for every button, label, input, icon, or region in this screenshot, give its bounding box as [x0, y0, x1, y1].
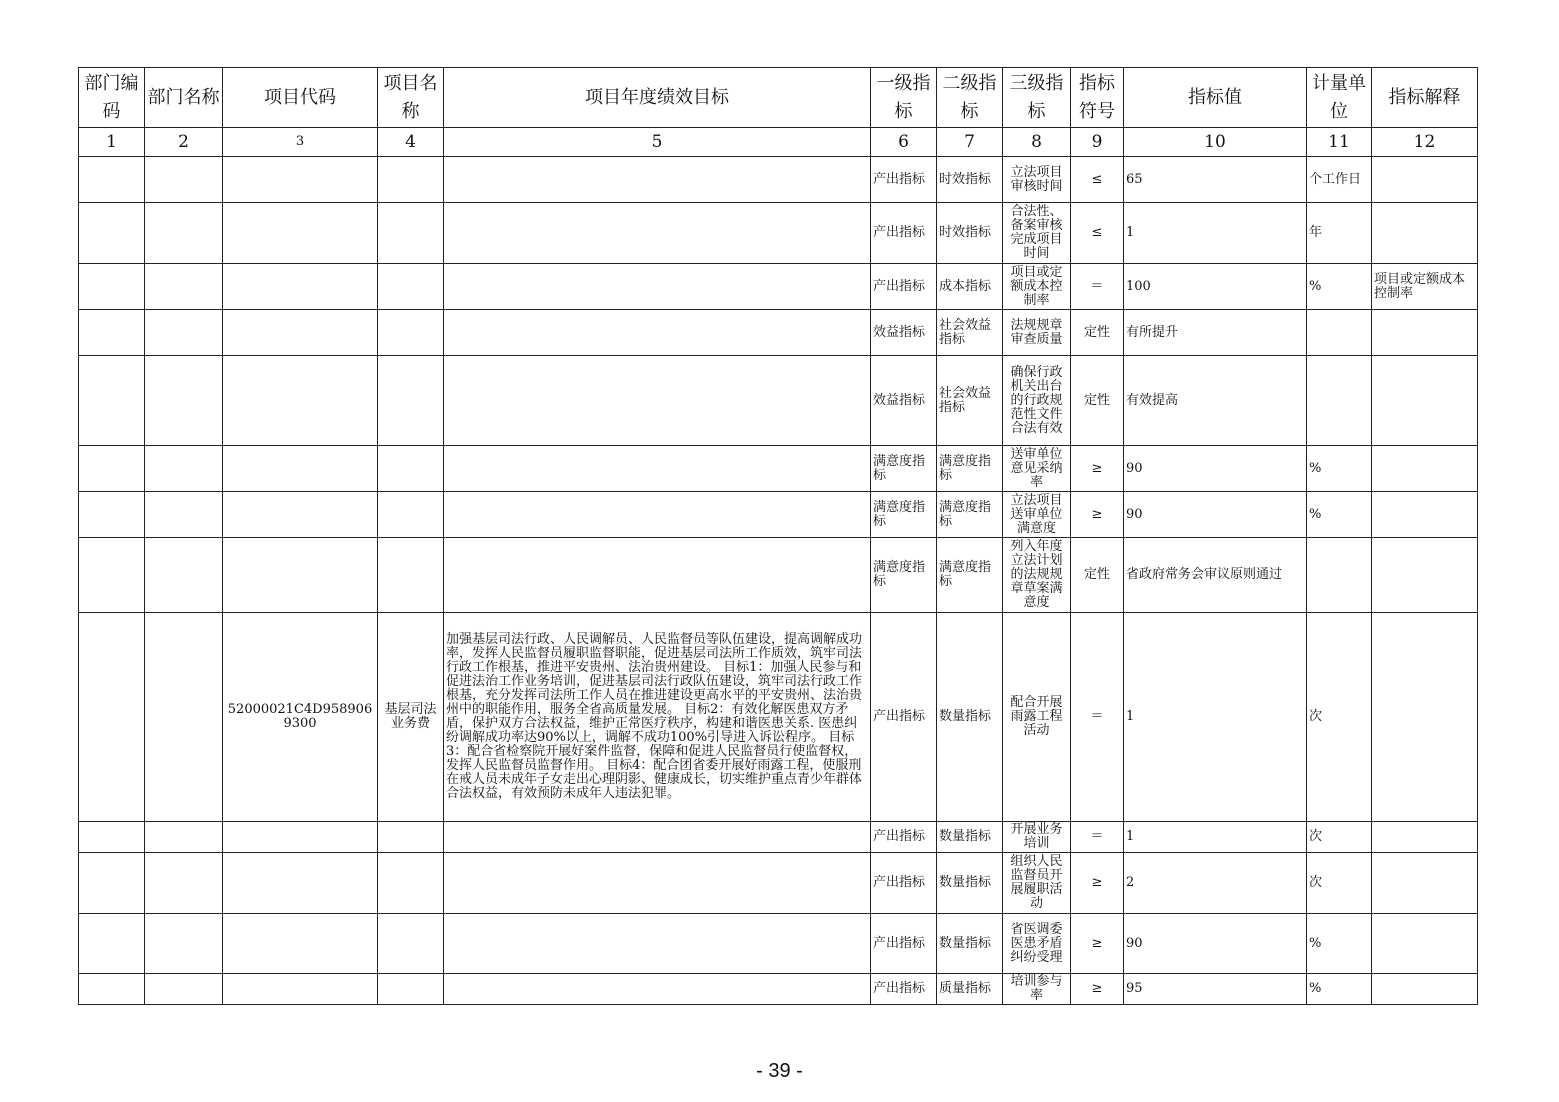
- level1-indicator: 产出指标: [871, 974, 937, 1005]
- project-name-cell: [378, 203, 444, 264]
- indicator-value: 1: [1124, 613, 1307, 822]
- level2-indicator: 社会效益指标: [937, 356, 1003, 446]
- header-cell: 项目代码: [223, 68, 378, 128]
- indicator-value: 1: [1124, 822, 1307, 853]
- level2-indicator: 成本指标: [937, 264, 1003, 310]
- dept-code-cell: [79, 203, 145, 264]
- project-code-cell: [223, 264, 378, 310]
- indicator-symbol: 定性: [1071, 310, 1124, 356]
- level3-indicator: 省医调委医患矛盾纠纷受理: [1003, 914, 1071, 974]
- indicator-symbol: ≥: [1071, 974, 1124, 1005]
- unit: %: [1307, 446, 1372, 492]
- dept-code-cell: [79, 613, 145, 822]
- project-code-cell: [223, 974, 378, 1005]
- level2-indicator: 社会效益指标: [937, 310, 1003, 356]
- project-code-cell: [223, 914, 378, 974]
- unit: [1307, 356, 1372, 446]
- explanation: 项目或定额成本控制率: [1372, 264, 1478, 310]
- indicator-value: 90: [1124, 914, 1307, 974]
- project-name-cell: 基层司法业务费: [378, 613, 444, 822]
- level2-indicator: 满意度指标: [937, 446, 1003, 492]
- dept-name-cell: [145, 492, 223, 538]
- indicator-value: 95: [1124, 974, 1307, 1005]
- dept-name-cell: [145, 264, 223, 310]
- level1-indicator: 产出指标: [871, 914, 937, 974]
- indicator-value: 有效提高: [1124, 356, 1307, 446]
- indicator-symbol: ≤: [1071, 157, 1124, 203]
- table-row: [79, 264, 1478, 310]
- dept-code-cell: [79, 310, 145, 356]
- header-cell: 二级指标: [937, 68, 1003, 128]
- column-number: 11: [1307, 128, 1372, 157]
- header-cell: 一级指标: [871, 68, 937, 128]
- indicator-value: 90: [1124, 492, 1307, 538]
- dept-code-cell: [79, 538, 145, 613]
- goal-cell: [444, 822, 871, 853]
- header-cell: 部门名称: [145, 68, 223, 128]
- goal-cell: [444, 492, 871, 538]
- header-cell: 计量单位: [1307, 68, 1372, 128]
- goal-cell: [444, 157, 871, 203]
- explanation: [1372, 853, 1478, 914]
- level3-indicator: 确保行政机关出台的行政规范性文件合法有效: [1003, 356, 1071, 446]
- dept-name-cell: [145, 853, 223, 914]
- header-cell: 指标符号: [1071, 68, 1124, 128]
- dept-name-cell: [145, 822, 223, 853]
- level1-indicator: 产出指标: [871, 613, 937, 822]
- goal-cell: [444, 264, 871, 310]
- indicator-symbol: ≥: [1071, 914, 1124, 974]
- goal-cell: [444, 203, 871, 264]
- project-code-cell: [223, 356, 378, 446]
- dept-name-cell: [145, 538, 223, 613]
- column-number: 1: [79, 128, 145, 157]
- level2-indicator: 数量指标: [937, 853, 1003, 914]
- goal-cell: [444, 914, 871, 974]
- project-name-cell: [378, 310, 444, 356]
- goal-cell: [444, 356, 871, 446]
- indicator-symbol: ＝: [1071, 613, 1124, 822]
- column-number: 10: [1124, 128, 1307, 157]
- indicator-symbol: ≥: [1071, 853, 1124, 914]
- dept-name-cell: [145, 356, 223, 446]
- project-code-cell: 52000021C4D9589069300: [223, 613, 378, 822]
- project-code-cell: [223, 538, 378, 613]
- unit: 次: [1307, 613, 1372, 822]
- indicator-value: 1: [1124, 203, 1307, 264]
- indicator-value: 有所提升: [1124, 310, 1307, 356]
- dept-name-cell: [145, 310, 223, 356]
- header-cell: 三级指标: [1003, 68, 1071, 128]
- dept-code-cell: [79, 492, 145, 538]
- indicator-symbol: ＝: [1071, 822, 1124, 853]
- project-name-cell: [378, 974, 444, 1005]
- unit: %: [1307, 264, 1372, 310]
- project-code-cell: [223, 446, 378, 492]
- project-name-cell: [378, 492, 444, 538]
- explanation: [1372, 538, 1478, 613]
- unit: 次: [1307, 853, 1372, 914]
- indicator-value: 省政府常务会审议原则通过: [1124, 538, 1307, 613]
- table-row: [79, 613, 1478, 822]
- indicator-symbol: 定性: [1071, 356, 1124, 446]
- dept-code-cell: [79, 356, 145, 446]
- explanation: [1372, 822, 1478, 853]
- level3-indicator: 列入年度立法计划的法规规章草案满意度: [1003, 538, 1071, 613]
- dept-code-cell: [79, 822, 145, 853]
- project-name-cell: [378, 157, 444, 203]
- page-number: - 39 -: [756, 1060, 803, 1082]
- indicator-symbol: ≥: [1071, 446, 1124, 492]
- dept-name-cell: [145, 613, 223, 822]
- level3-indicator: 立法项目审核时间: [1003, 157, 1071, 203]
- level1-indicator: 效益指标: [871, 310, 937, 356]
- goal-cell: [444, 446, 871, 492]
- column-number: 5: [444, 128, 871, 157]
- performance-table: [78, 67, 1478, 1005]
- table-row: [79, 538, 1478, 613]
- level2-indicator: 时效指标: [937, 203, 1003, 264]
- goal-cell: [444, 538, 871, 613]
- goal-cell: [444, 310, 871, 356]
- column-number: 9: [1071, 128, 1124, 157]
- goal-cell: [444, 853, 871, 914]
- project-name-cell: [378, 914, 444, 974]
- level2-indicator: 时效指标: [937, 157, 1003, 203]
- project-name-cell: [378, 264, 444, 310]
- unit: 个工作日: [1307, 157, 1372, 203]
- project-name-cell: [378, 356, 444, 446]
- level1-indicator: 产出指标: [871, 203, 937, 264]
- column-number: 8: [1003, 128, 1071, 157]
- dept-name-cell: [145, 974, 223, 1005]
- explanation: [1372, 914, 1478, 974]
- level2-indicator: 数量指标: [937, 822, 1003, 853]
- project-code-cell: [223, 310, 378, 356]
- column-number: 12: [1372, 128, 1478, 157]
- indicator-value: 2: [1124, 853, 1307, 914]
- header-cell: 项目年度绩效目标: [444, 68, 871, 128]
- level3-indicator: 合法性、备案审核完成项目时间: [1003, 203, 1071, 264]
- explanation: [1372, 446, 1478, 492]
- header-cell: 指标解释: [1372, 68, 1478, 128]
- unit: [1307, 310, 1372, 356]
- column-number: 3: [223, 128, 378, 157]
- project-code-cell: [223, 853, 378, 914]
- dept-name-cell: [145, 446, 223, 492]
- level2-indicator: 数量指标: [937, 914, 1003, 974]
- table-row: [79, 492, 1478, 538]
- header-cell: 指标值: [1124, 68, 1307, 128]
- explanation: [1372, 492, 1478, 538]
- level3-indicator: 开展业务培训: [1003, 822, 1071, 853]
- table-row: [79, 822, 1478, 853]
- project-name-cell: [378, 853, 444, 914]
- project-code-cell: [223, 822, 378, 853]
- indicator-value: 100: [1124, 264, 1307, 310]
- level1-indicator: 产出指标: [871, 264, 937, 310]
- header-cell: 部门编码: [79, 68, 145, 128]
- indicator-symbol: ＝: [1071, 264, 1124, 310]
- dept-code-cell: [79, 914, 145, 974]
- indicator-value: 90: [1124, 446, 1307, 492]
- level2-indicator: 满意度指标: [937, 492, 1003, 538]
- table-row: [79, 446, 1478, 492]
- level3-indicator: 培训参与率: [1003, 974, 1071, 1005]
- dept-code-cell: [79, 446, 145, 492]
- level3-indicator: 送审单位意见采纳率: [1003, 446, 1071, 492]
- explanation: [1372, 974, 1478, 1005]
- indicator-symbol: ≥: [1071, 492, 1124, 538]
- level1-indicator: 产出指标: [871, 157, 937, 203]
- dept-code-cell: [79, 853, 145, 914]
- unit: 年: [1307, 203, 1372, 264]
- column-number: 2: [145, 128, 223, 157]
- dept-code-cell: [79, 974, 145, 1005]
- level3-indicator: 立法项目送审单位满意度: [1003, 492, 1071, 538]
- table-row: [79, 157, 1478, 203]
- level1-indicator: 产出指标: [871, 853, 937, 914]
- column-number: 7: [937, 128, 1003, 157]
- level2-indicator: 满意度指标: [937, 538, 1003, 613]
- dept-name-cell: [145, 914, 223, 974]
- level2-indicator: 质量指标: [937, 974, 1003, 1005]
- table-row: [79, 356, 1478, 446]
- column-number: 6: [871, 128, 937, 157]
- table-row: [79, 974, 1478, 1005]
- dept-name-cell: [145, 157, 223, 203]
- column-number: 4: [378, 128, 444, 157]
- level3-indicator: 法规规章审查质量: [1003, 310, 1071, 356]
- goal-cell: [444, 974, 871, 1005]
- table-row: [79, 853, 1478, 914]
- explanation: [1372, 613, 1478, 822]
- level3-indicator: 配合开展雨露工程活动: [1003, 613, 1071, 822]
- explanation: [1372, 356, 1478, 446]
- indicator-symbol: ≤: [1071, 203, 1124, 264]
- level1-indicator: 效益指标: [871, 356, 937, 446]
- level3-indicator: 项目或定额成本控制率: [1003, 264, 1071, 310]
- unit: [1307, 538, 1372, 613]
- project-name-cell: [378, 446, 444, 492]
- header-cell: 项目名称: [378, 68, 444, 128]
- unit: %: [1307, 492, 1372, 538]
- indicator-symbol: 定性: [1071, 538, 1124, 613]
- dept-code-cell: [79, 264, 145, 310]
- column-number-row: [79, 128, 1478, 157]
- dept-code-cell: [79, 157, 145, 203]
- table-row: [79, 914, 1478, 974]
- level1-indicator: 满意度指标: [871, 492, 937, 538]
- level1-indicator: 满意度指标: [871, 538, 937, 613]
- explanation: [1372, 157, 1478, 203]
- level1-indicator: 满意度指标: [871, 446, 937, 492]
- level1-indicator: 产出指标: [871, 822, 937, 853]
- explanation: [1372, 310, 1478, 356]
- table-row: [79, 203, 1478, 264]
- project-code-cell: [223, 157, 378, 203]
- table-row: [79, 310, 1478, 356]
- unit: %: [1307, 914, 1372, 974]
- header-row: [79, 68, 1478, 128]
- explanation: [1372, 203, 1478, 264]
- level3-indicator: 组织人民监督员开展履职活动: [1003, 853, 1071, 914]
- project-name-cell: [378, 538, 444, 613]
- project-code-cell: [223, 492, 378, 538]
- goal-cell: 加强基层司法行政、人民调解员、人民监督员等队伍建设，提高调解成功率，发挥人民监督员履职监督职能，促进基层司法所工作质效，筑牢司法行政工作根基，推进平安贵州、法治贵州建设。 目标1：加强人民参与和促进法治工作业务培训，促进基层司法行政队伍建设，筑牢司法行政工作根基，充分发挥司法所工作人员在推进建设更高水平的平安贵州、法治贵州中的职能作用，服务全省高质量发展。 目标2：有效化解医患双方矛盾，保护双方合法权益，维护正常医疗秩序，构建和谐医患关系. 医患纠纷调解成功率达90%以上，调解不成功100%引导进入诉讼程序。 目标3：配合省检察院开展好案件监督，保障和促进人民监督员行使监督权，发挥人民监督员监督作用。 目标4：配合团省委开展好雨露工程，使服刑在戒人员未成年子女走出心理阴影、健康成长，切实维护重点青少年群体合法权益，有效预防未成年人违法犯罪。: [444, 613, 871, 822]
- level2-indicator: 数量指标: [937, 613, 1003, 822]
- project-code-cell: [223, 203, 378, 264]
- unit: 次: [1307, 822, 1372, 853]
- unit: %: [1307, 974, 1372, 1005]
- project-name-cell: [378, 822, 444, 853]
- dept-name-cell: [145, 203, 223, 264]
- indicator-value: 65: [1124, 157, 1307, 203]
